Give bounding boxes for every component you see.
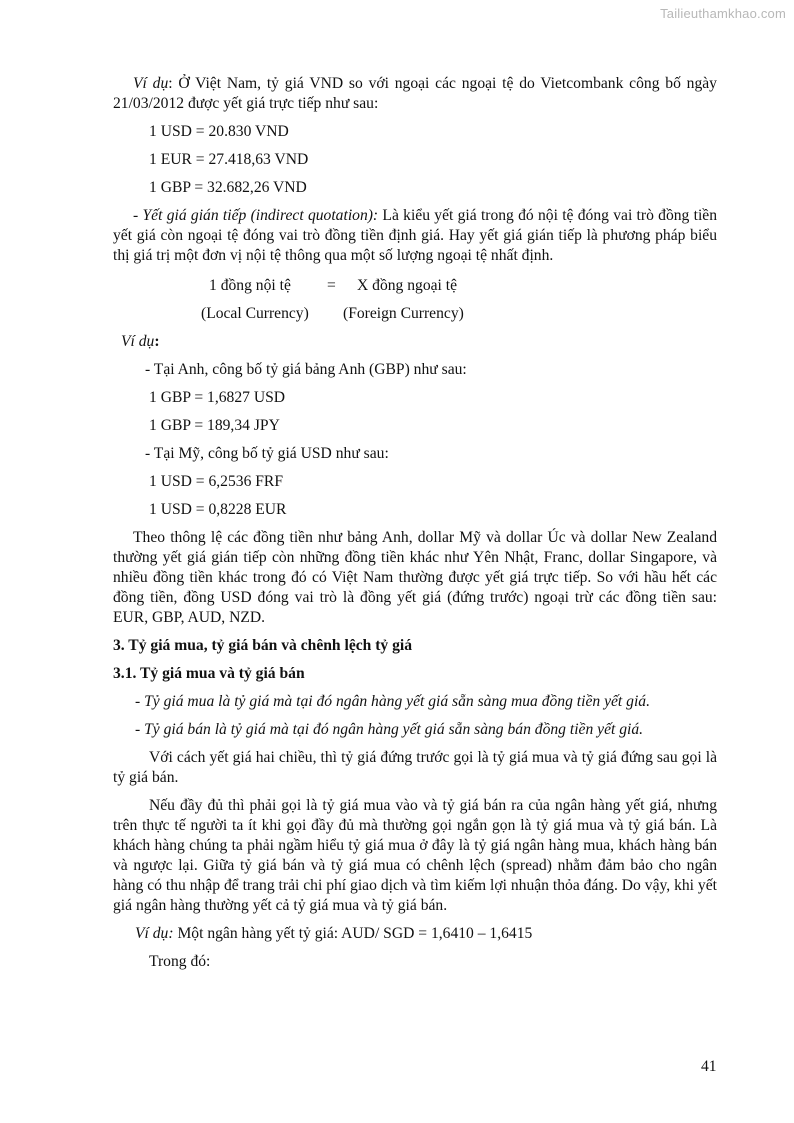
formula-legend-row: [201, 304, 717, 324]
formula-right-en: (Foreign Currency): [343, 305, 464, 322]
example2-colon: :: [154, 333, 160, 350]
in-which-label: Trong đó:: [149, 953, 211, 970]
definition-buy-rate: - Tỷ giá mua là tỷ giá mà tại đó ngân hàng yết giá sẵn sàng mua đồng tiền yết giá.: [135, 693, 650, 710]
rate-line: 1 EUR = 27.418,63 VND: [149, 151, 309, 168]
formula-right: X đồng ngoại tệ: [357, 277, 458, 294]
formula-row: [209, 276, 717, 296]
uk-intro: - Tại Anh, công bố tỷ giá bảng Anh (GBP) như sau:: [145, 361, 467, 378]
rate-line: 1 GBP = 189,34 JPY: [149, 417, 280, 434]
page-content: [113, 74, 717, 972]
rate-line: 1 USD = 0,8228 EUR: [149, 501, 287, 518]
watermark: Tailieuthamkhao.com: [660, 6, 786, 21]
section-heading-3-1: 3.1. Tỷ giá mua và tỷ giá bán: [113, 665, 305, 682]
two-way-quote-paragraph: Với cách yết giá hai chiều, thì tỷ giá đứng trước gọi là tỷ giá mua và tỷ giá đứng sau gọi là tỷ giá bán.: [113, 749, 717, 786]
indirect-quotation-paragraph: [113, 206, 717, 266]
rate-line: 1 GBP = 1,6827 USD: [149, 389, 286, 406]
dash: -: [133, 207, 143, 224]
section-heading-3: 3. Tỷ giá mua, tỷ giá bán và chênh lệch tỷ giá: [113, 637, 413, 654]
example3-label: Ví dụ:: [135, 925, 174, 942]
definition-sell-rate: - Tỷ giá bán là tỷ giá mà tại đó ngân hàng yết giá sẵn sàng bán đồng tiền yết giá.: [135, 721, 644, 738]
formula-equals: =: [327, 277, 336, 294]
example-label: Ví dụ: [133, 75, 169, 92]
rate-line: 1 USD = 6,2536 FRF: [149, 473, 284, 490]
us-intro: - Tại Mỹ, công bố tỷ giá USD như sau:: [145, 445, 389, 462]
formula-left-en: (Local Currency): [201, 305, 309, 322]
rate-line: 1 USD = 20.830 VND: [149, 123, 289, 140]
indirect-quotation-term: Yết giá gián tiếp (indirect quotation):: [142, 207, 379, 224]
convention-paragraph: Theo thông lệ các đồng tiền như bảng Anh, dollar Mỹ và dollar Úc và dollar New Zealand thường yết giá gián tiếp còn những đồng tiền khác như Yên Nhật, Franc, dollar Singapore, và nhiều đồng tiền khác trong đó có Việt Nam thường được yết giá trực tiếp. So với hầu hết các đồng tiền, đồng USD đóng vai trò là đồng yết giá (đứng trước) ngoại trừ các đồng tiền sau: EUR, GBP, AUD, NZD.: [113, 529, 717, 626]
example2-label: [121, 332, 717, 352]
indirect-quotation-text: Là kiểu yết giá trong đó nội tệ đóng vai trò đồng tiền yết giá còn ngoại tệ đóng vai trò đồng tiền định giá. Hay yết giá gián tiếp là phương pháp biểu thị giá trị một đơn vị nội tệ thông qua một số lượng ngoại tệ nhất định.: [113, 207, 718, 264]
example2-label-text: Ví dụ: [121, 333, 155, 350]
rate-line: 1 GBP = 32.682,26 VND: [149, 179, 307, 196]
example-text: : Ở Việt Nam, tỷ giá VND so với ngoại các ngoại tệ do Vietcombank công bố ngày 21/03/2012 được yết giá trực tiếp như sau:: [113, 75, 717, 112]
spread-paragraph: Nếu đầy đủ thì phải gọi là tỷ giá mua vào và tỷ giá bán ra của ngân hàng yết giá, nhưng trên thực tế người ta ít khi gọi đầy đủ mà thường gọi ngắn gọn là tỷ giá mua và tỷ giá bán. Là khách hàng chúng ta phải ngầm hiểu tỷ giá mua ở đây là tỷ giá ngân hàng mua, khách hàng bán và ngược lại. Giữa tỷ giá bán và tỷ giá mua có chênh lệch (spread) nhằm đảm bảo cho ngân hàng có thu nhập để trang trải chi phí giao dịch và tìm kiếm lợi nhuận thỏa đáng. Do vậy, khi yết giá ngân hàng thường yết cả tỷ giá mua và tỷ giá bán.: [113, 797, 717, 914]
example3-paragraph: [135, 924, 717, 944]
formula-left: 1 đồng nội tệ: [209, 277, 291, 294]
page-number: 41: [701, 1058, 717, 1075]
example-vietnam-paragraph: [113, 74, 717, 114]
example3-text: Một ngân hàng yết tỷ giá: AUD/ SGD = 1,6410 – 1,6415: [173, 925, 533, 942]
